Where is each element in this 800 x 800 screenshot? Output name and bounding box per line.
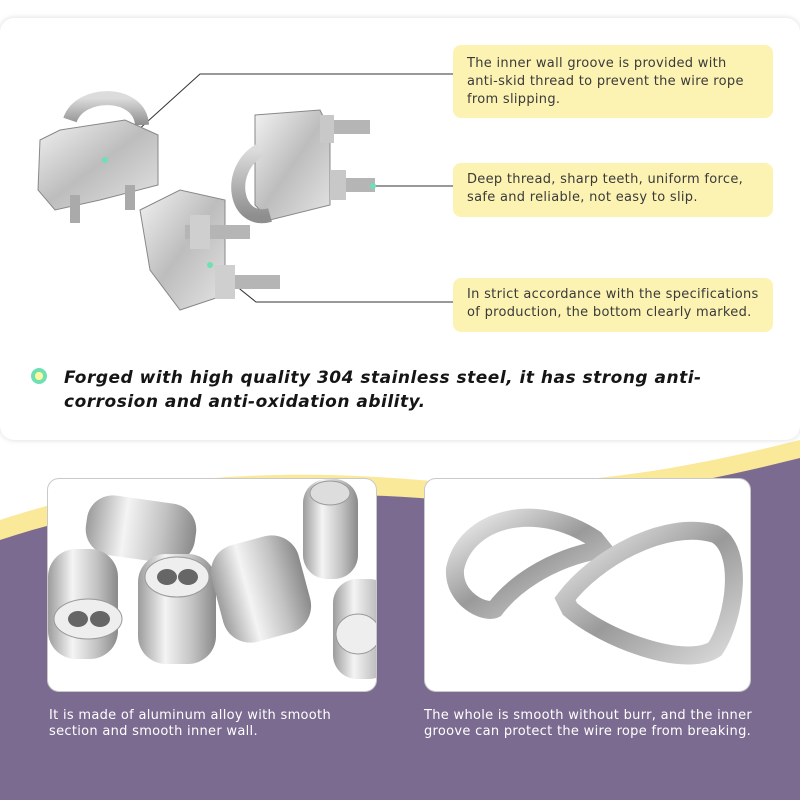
callout-specifications: In strict accordance with the specifications of production, the bottom clearly marked. bbox=[453, 278, 773, 332]
clip-left bbox=[38, 98, 158, 223]
callout-deep-thread: Deep thread, sharp teeth, uniform force, safe and reliable, not easy to slip. bbox=[453, 163, 773, 217]
caption-aluminum-ferrules: It is made of aluminum alloy with smooth section and smooth inner wall. bbox=[49, 708, 331, 739]
caption-thimbles: The whole is smooth without burr, and the inner groove can protect the wire rope from breaking. bbox=[424, 708, 753, 739]
wire-rope-clips-illustration bbox=[30, 60, 460, 350]
aluminum-ferrules-photo bbox=[47, 478, 377, 692]
clip-right bbox=[238, 110, 376, 220]
bullet-dot-icon bbox=[31, 368, 47, 384]
feature-statement: Forged with high quality 304 stainless steel, it has strong anti-corrosion and anti-oxidation ability. bbox=[64, 368, 702, 412]
callout-inner-wall-groove: The inner wall groove is provided with anti-skid thread to prevent the wire rope from slipping. bbox=[453, 45, 773, 118]
thimbles-photo bbox=[424, 478, 751, 692]
